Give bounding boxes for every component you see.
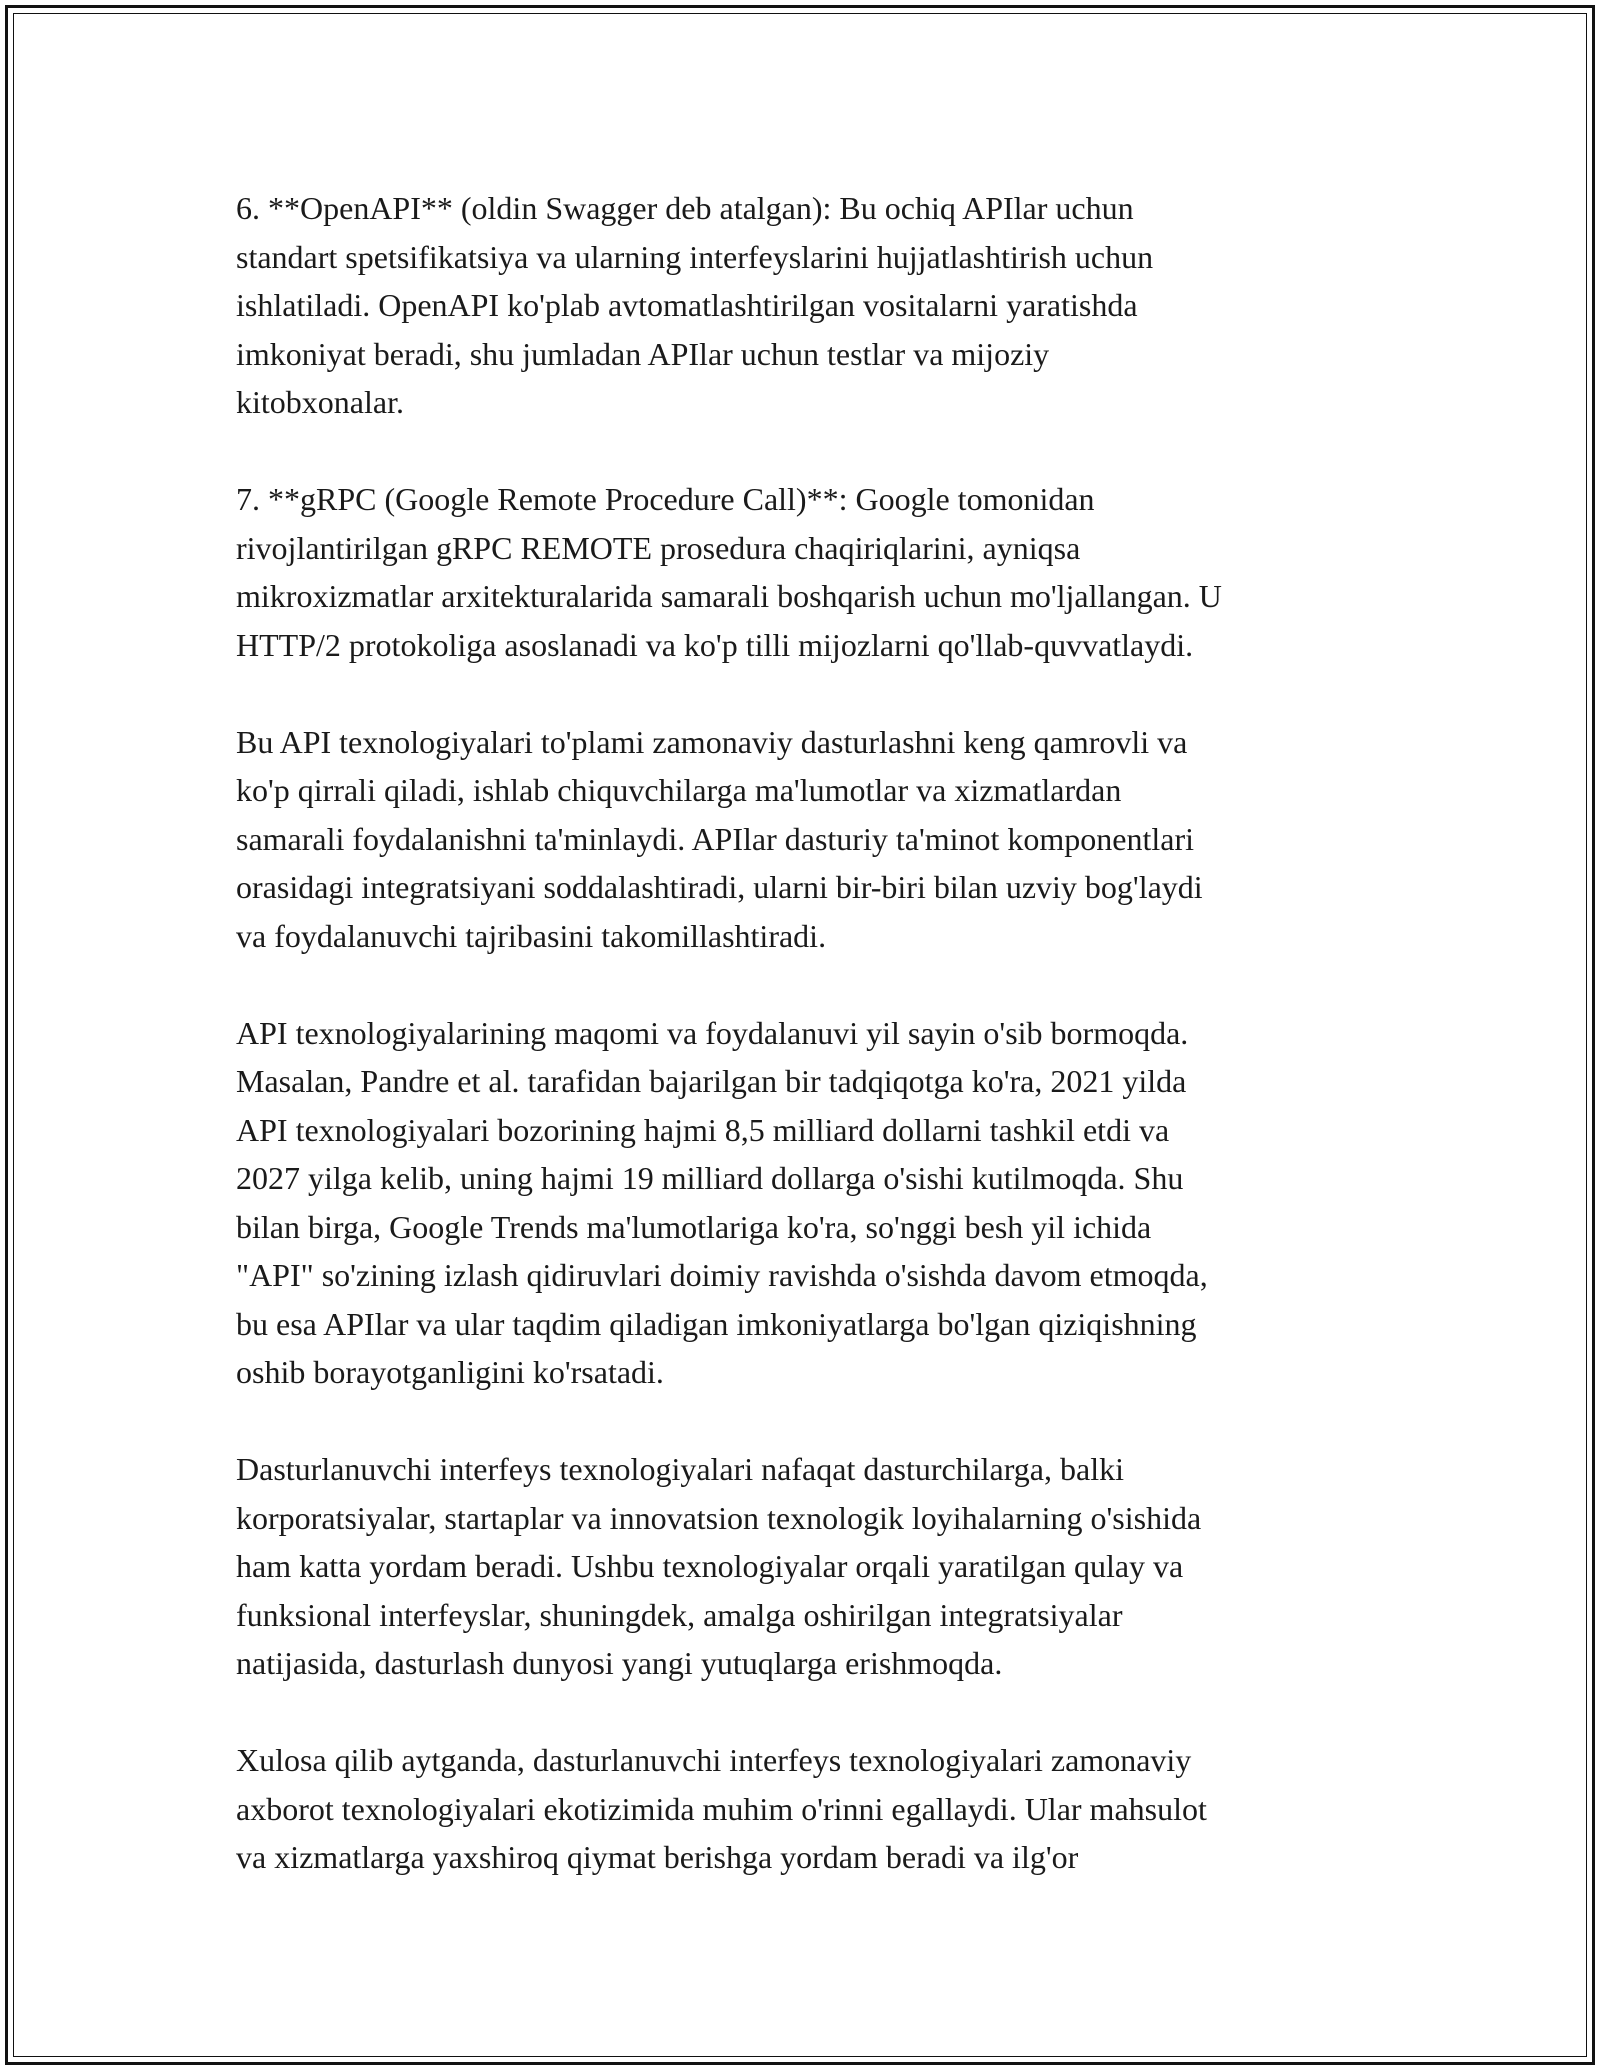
text-line: Masalan, Pandre et al. tarafidan bajarilgan bir tadqiqotga ko'ra, 2021 yilda <box>236 1063 1187 1099</box>
text-line: API texnologiyalari bozorining hajmi 8,5 milliard dollarni tashkil etdi va <box>236 1111 1170 1148</box>
text-line: mikroxizmatlar arxitekturalarida samarali boshqarish uchun mo'ljallangan. U <box>236 578 1222 614</box>
paragraph-conclusion <box>236 1736 1376 1882</box>
text-line: API texnologiyalarining maqomi va foydalanuvi yil sayin o'sib bormoqda. <box>236 1014 1189 1051</box>
paragraph-market-growth <box>236 1009 1376 1397</box>
text-line: ham katta yordam beradi. Ushbu texnologiyalar orqali yaratilgan qulay va <box>236 1548 1184 1584</box>
text-line: axborot texnologiyalari ekotizimida muhim o'rinni egallaydi. Ular mahsulot <box>236 1790 1207 1827</box>
paragraph-interfaces <box>236 1445 1376 1688</box>
text-line: oshib borayotganligini ko'rsatadi. <box>236 1354 664 1390</box>
text-line: imkoniyat beradi, shu jumladan APIlar uchun testlar va mijoziy <box>236 335 1050 372</box>
text-line: standart spetsifikatsiya va ularning interfeyslarini hujjatlashtirish uchun <box>236 238 1154 275</box>
text-line: ishlatiladi. OpenAPI ko'plab avtomatlashtirilgan vositalarni yaratishda <box>236 287 1138 323</box>
text-line: va xizmatlarga yaxshiroq qiymat berishga yordam beradi va ilg'or <box>236 1839 1079 1875</box>
paragraph-grpc <box>236 475 1376 669</box>
text-line: Xulosa qilib aytganda, dasturlanuvchi interfeys texnologiyalari zamonaviy <box>236 1742 1192 1778</box>
text-line: samarali foydalanishni ta'minlaydi. APIlar dasturiy ta'minot komponentlari <box>236 820 1194 857</box>
text-line: va foydalanuvchi tajribasini takomillashtiradi. <box>236 917 827 954</box>
text-line: funksional interfeyslar, shuningdek, amalga oshirilgan integratsiyalar <box>236 1596 1123 1633</box>
text-line: orasidagi integratsiyani soddalashtiradi, ularni bir-biri bilan uzviy bog'laydi <box>236 869 1203 905</box>
text-line: 2027 yilga kelib, uning hajmi 19 milliard dollarga o'sishi kutilmoqda. Shu <box>236 1160 1184 1196</box>
text-line: natijasida, dasturlash dunyosi yangi yutuqlarga erishmoqda. <box>236 1645 1003 1681</box>
text-line: rivojlantirilgan gRPC REMOTE prosedura chaqiriqlarini, ayniqsa <box>236 529 1081 566</box>
text-line: Bu API texnologiyalari to'plami zamonaviy dasturlashni keng qamrovli va <box>236 723 1188 760</box>
text-line: "API" so'zining izlash qidiruvlari doimiy ravishda o'sishda davom etmoqda, <box>236 1257 1208 1293</box>
paragraph-openapi <box>236 184 1376 427</box>
text-line: kitobxonalar. <box>236 384 404 420</box>
text-line: Dasturlanuvchi interfeys texnologiyalari nafaqat dasturchilarga, balki <box>236 1451 1124 1487</box>
text-line: ko'p qirrali qiladi, ishlab chiquvchilarga ma'lumotlar va xizmatlardan <box>236 772 1122 808</box>
text-line: bu esa APIlar va ular taqdim qiladigan imkoniyatlarga bo'lgan qiziqishning <box>236 1305 1197 1342</box>
document-body <box>236 184 1376 1930</box>
text-line: HTTP/2 protokoliga asoslanadi va ko'p tilli mijozlarni qo'llab-quvvatlaydi. <box>236 626 1194 663</box>
text-line: korporatsiyalar, startaplar va innovatsion texnologik loyihalarning o'sishida <box>236 1499 1202 1536</box>
text-line: 7. **gRPC (Google Remote Procedure Call)**: Google tomonidan <box>236 481 1095 517</box>
paragraph-api-set <box>236 718 1376 961</box>
text-line: bilan birga, Google Trends ma'lumotlariga ko'ra, so'nggi besh yil ichida <box>236 1208 1152 1245</box>
text-line: 6. **OpenAPI** (oldin Swagger deb atalgan): Bu ochiq APIlar uchun <box>236 190 1134 226</box>
